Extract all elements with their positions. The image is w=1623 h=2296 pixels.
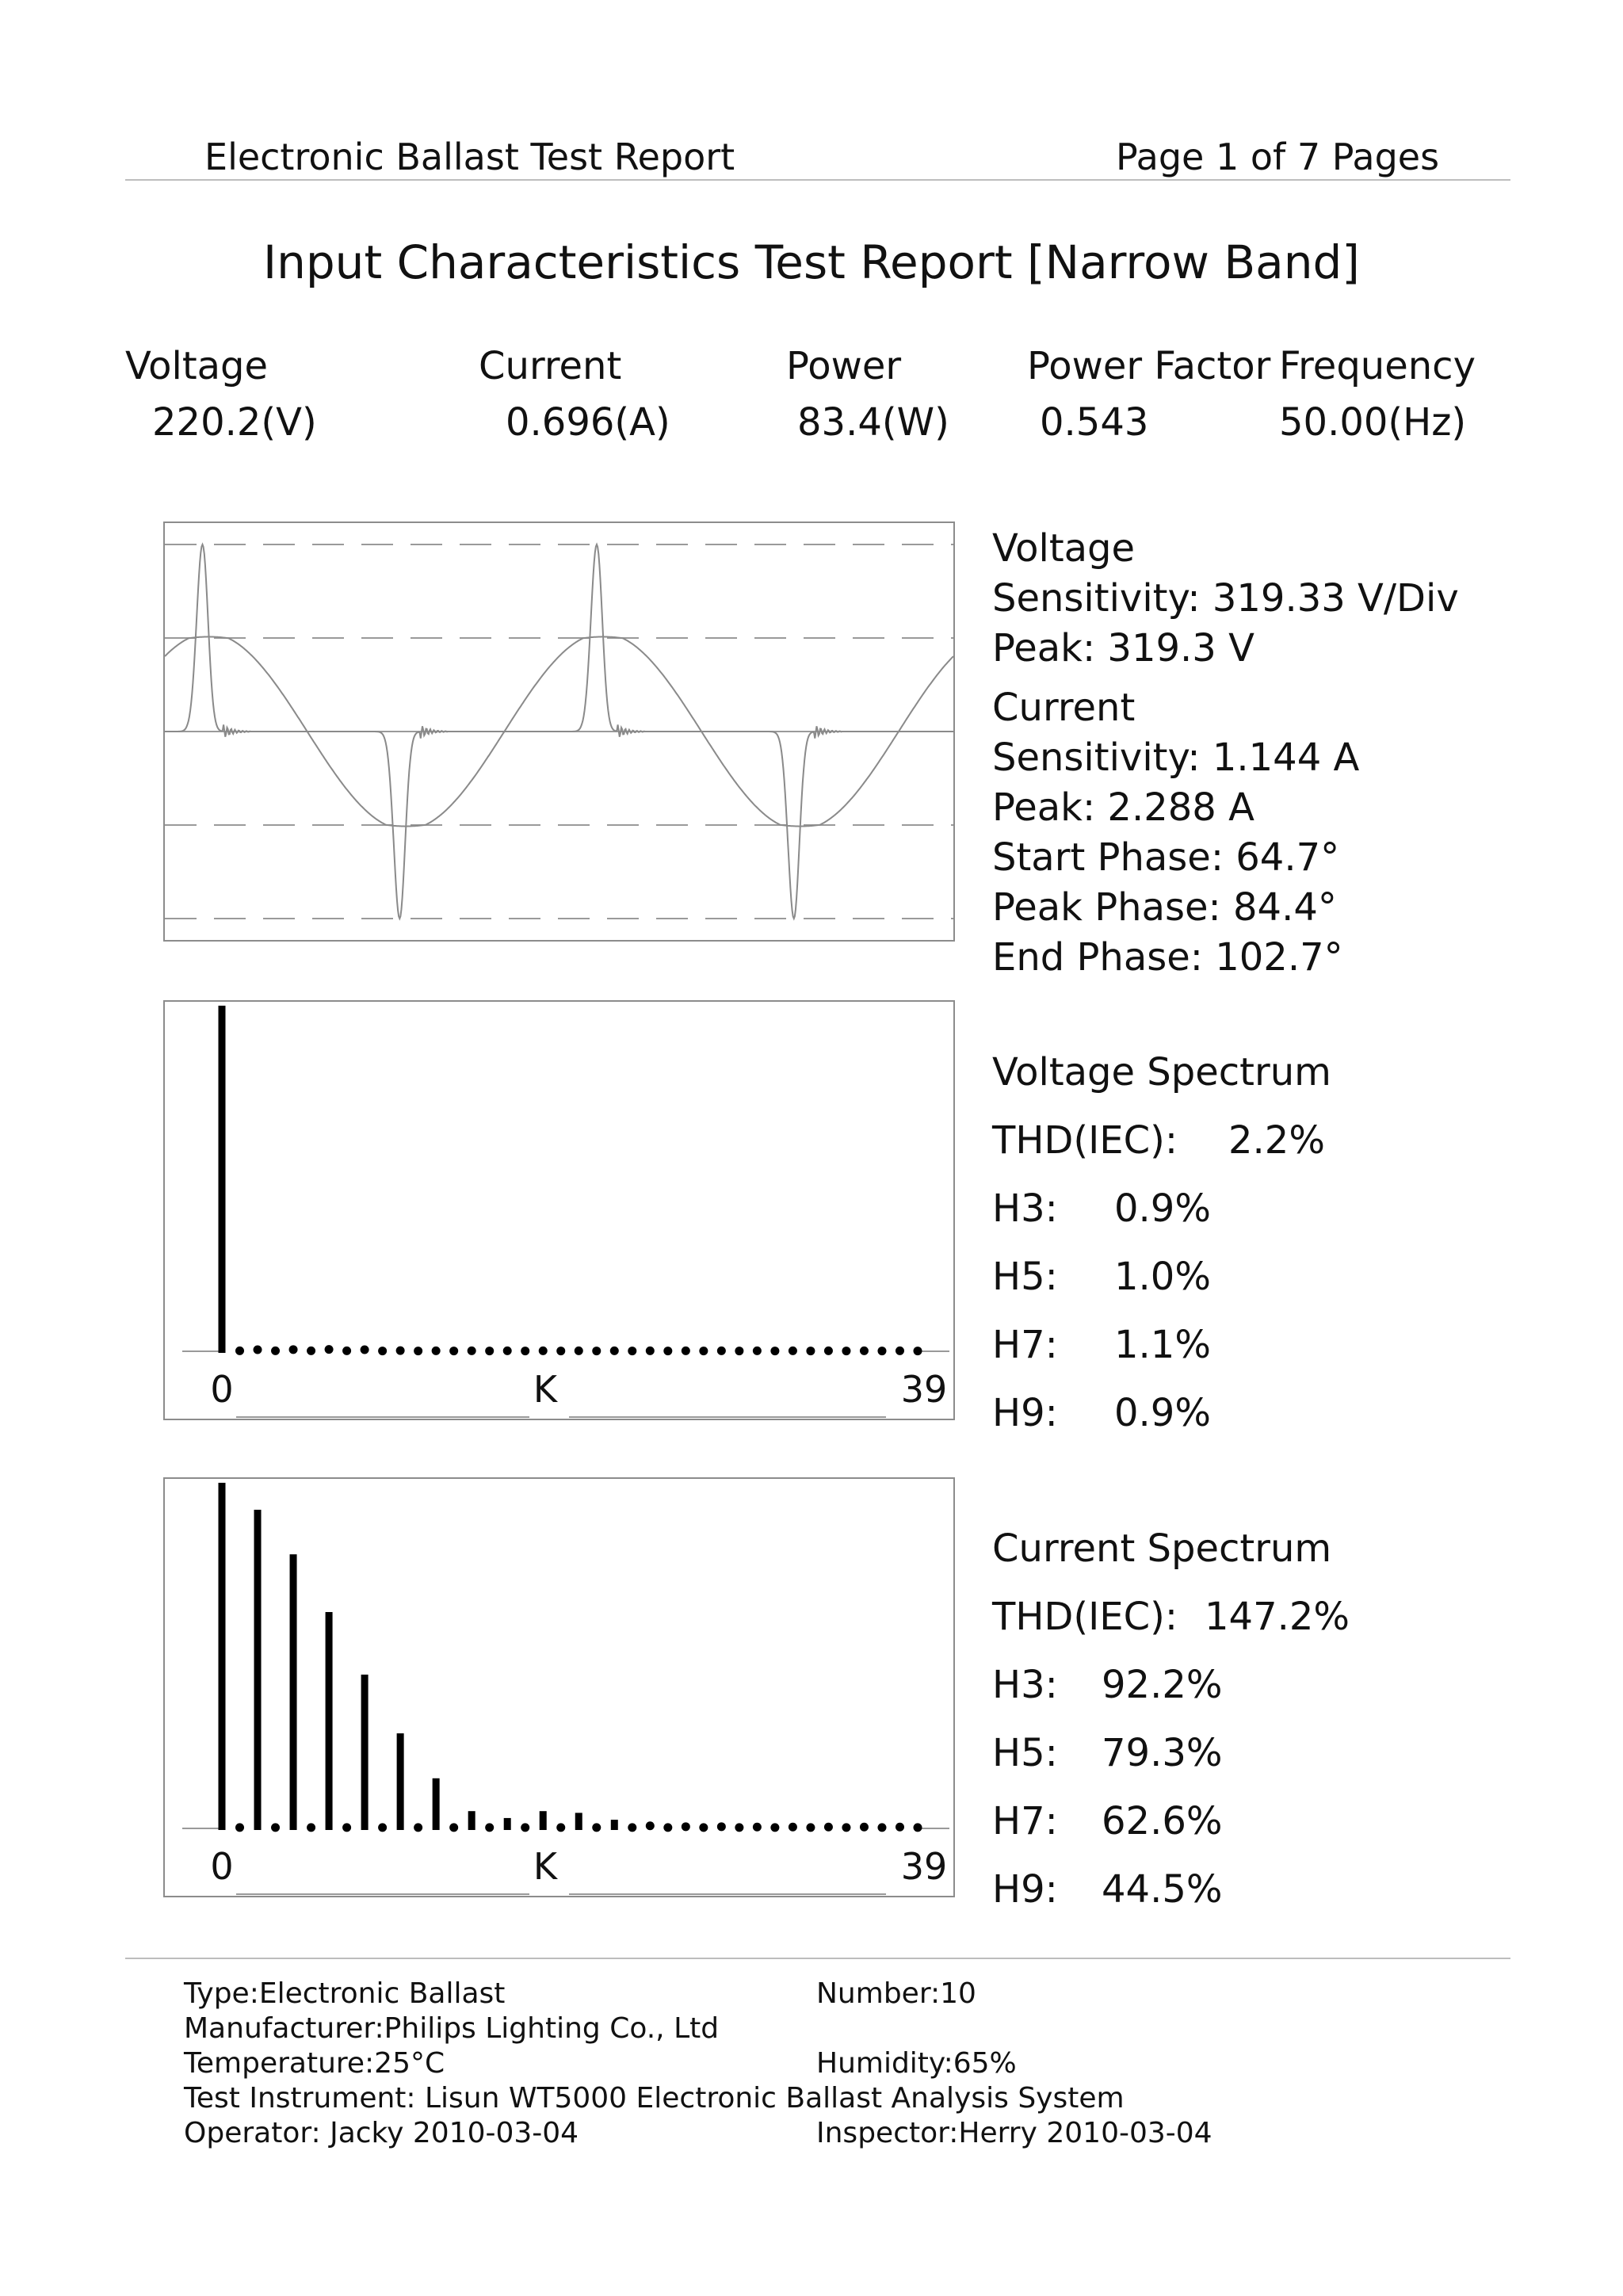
peak-phase: Peak Phase: 84.4° <box>992 885 1337 930</box>
footer-inspector: Inspector:Herry 2010-03-04 <box>816 2117 1212 2149</box>
measurement-label-voltage: Voltage <box>125 344 269 388</box>
current-spectrum-bar <box>342 1823 351 1832</box>
voltage-spectrum-chart <box>163 1000 955 1420</box>
voltage-spectrum-bar <box>521 1347 529 1355</box>
current-peak: Peak: 2.288 A <box>992 785 1254 830</box>
current-h3-label: H3: <box>992 1663 1058 1707</box>
voltage-spectrum-bar <box>414 1347 422 1355</box>
voltage-spectrum-bar <box>896 1347 904 1355</box>
measurement-value-frequency: 50.00(Hz) <box>1279 400 1467 445</box>
current-sensitivity: Sensitivity: 1.144 A <box>992 735 1360 780</box>
voltage-spectrum-tick-label: 39 <box>900 1368 948 1411</box>
voltage-spectrum-bar <box>842 1347 850 1355</box>
voltage-spectrum-bar <box>361 1346 369 1354</box>
current-spectrum-plot <box>165 1479 953 1896</box>
voltage-spectrum-bar <box>396 1347 405 1355</box>
current-thd-label: THD(IEC): <box>992 1595 1178 1639</box>
voltage-spectrum-bar <box>378 1347 387 1355</box>
voltage-spectrum-bar <box>325 1345 334 1354</box>
current-spectrum-bar <box>521 1823 529 1832</box>
voltage-spectrum-bar <box>628 1347 636 1355</box>
voltage-spectrum-bar <box>556 1347 565 1355</box>
page-title: Input Characteristics Test Report [Narrow Band] <box>263 235 1360 289</box>
current-spectrum-tick-label: 0 <box>210 1845 234 1888</box>
voltage-spectrum-bar <box>342 1347 351 1355</box>
voltage-spectrum-bar <box>753 1347 762 1355</box>
measurement-label-power-factor: Power Factor <box>1027 344 1271 388</box>
voltage-spectrum-bar <box>432 1347 441 1355</box>
voltage-sensitivity: Sensitivity: 319.33 V/Div <box>992 576 1459 621</box>
current-spectrum-bar <box>540 1811 547 1830</box>
current-h5-label: H5: <box>992 1731 1058 1775</box>
current-spectrum-bar <box>735 1823 743 1832</box>
current-spectrum-bar <box>896 1823 904 1832</box>
current-spectrum-bar <box>806 1823 815 1832</box>
voltage-spectrum-bar <box>646 1347 655 1355</box>
voltage-h7-label: H7: <box>992 1323 1058 1367</box>
measurement-value-power: 83.4(W) <box>797 400 949 445</box>
current-spectrum-bar <box>842 1823 850 1832</box>
footer-number: Number:10 <box>816 1977 976 2010</box>
page-info: Page 1 of 7 Pages <box>1116 136 1440 178</box>
voltage-peak: Peak: 319.3 V <box>992 626 1254 670</box>
voltage-thd-value: 2.2% <box>1228 1118 1325 1163</box>
current-spectrum-bar <box>504 1818 511 1830</box>
current-h3-value: 92.2% <box>1102 1663 1223 1707</box>
current-spectrum-bar <box>663 1823 672 1832</box>
current-h9-label: H9: <box>992 1867 1058 1912</box>
current-spectrum-bar <box>611 1820 618 1830</box>
current-spectrum-bar <box>556 1823 565 1832</box>
current-spectrum-bar <box>433 1778 440 1830</box>
voltage-spectrum-bar <box>592 1347 601 1355</box>
voltage-thd-label: THD(IEC): <box>992 1118 1178 1163</box>
current-spectrum-bar <box>753 1823 762 1832</box>
voltage-spectrum-bar <box>575 1347 583 1355</box>
voltage-h7-value: 1.1% <box>1114 1323 1211 1367</box>
current-h7-value: 62.6% <box>1102 1799 1223 1843</box>
current-spectrum-bar <box>361 1675 369 1830</box>
current-spectrum-bar <box>770 1823 779 1832</box>
current-spectrum-bar <box>378 1823 387 1832</box>
voltage-spectrum-bar <box>877 1347 886 1355</box>
voltage-spectrum-plot <box>165 1002 953 1419</box>
voltage-spectrum-bar <box>219 1006 226 1353</box>
current-h7-label: H7: <box>992 1799 1058 1843</box>
footer-instrument: Test Instrument: Lisun WT5000 Electronic Ballast Analysis System <box>184 2082 1125 2115</box>
voltage-spectrum-bar <box>914 1347 922 1355</box>
current-spectrum-bar <box>326 1612 333 1830</box>
current-thd-value: 147.2% <box>1205 1595 1350 1639</box>
current-spectrum-bar <box>235 1823 244 1832</box>
current-spectrum-bar <box>717 1822 726 1831</box>
current-waveform <box>165 544 953 919</box>
voltage-spectrum-bar <box>539 1347 548 1355</box>
measurement-value-voltage: 220.2(V) <box>152 400 317 445</box>
current-spectrum-bar <box>682 1822 690 1831</box>
current-spectrum-bar <box>307 1823 315 1832</box>
voltage-spectrum-bar <box>770 1347 779 1355</box>
current-spectrum-bar <box>468 1811 475 1830</box>
footer-operator: Operator: Jacky 2010-03-04 <box>184 2117 579 2149</box>
voltage-spectrum-bar <box>289 1345 298 1354</box>
footer-temperature: Temperature:25°C <box>184 2047 445 2080</box>
voltage-spectrum-bar <box>789 1347 797 1355</box>
waveform-plot <box>165 523 953 940</box>
measurement-label-frequency: Frequency <box>1279 344 1476 388</box>
current-spectrum-bar <box>628 1823 636 1832</box>
voltage-spectrum-bar <box>663 1347 672 1355</box>
measurement-label-power: Power <box>786 344 902 388</box>
voltage-h5-value: 1.0% <box>1114 1255 1211 1299</box>
voltage-spectrum-bar <box>735 1347 743 1355</box>
voltage-spectrum-bar <box>235 1347 244 1355</box>
voltage-spectrum-bar <box>307 1347 315 1355</box>
current-spectrum-bar <box>646 1821 655 1830</box>
current-spectrum-bar <box>789 1823 797 1832</box>
voltage-spectrum-bar <box>806 1347 815 1355</box>
footer-divider <box>125 1958 1510 1959</box>
voltage-h3-value: 0.9% <box>1114 1186 1211 1231</box>
current-spectrum-bar <box>575 1813 582 1830</box>
voltage-spectrum-bar <box>503 1347 512 1355</box>
report-name: Electronic Ballast Test Report <box>204 136 735 178</box>
current-spectrum-bar <box>914 1823 922 1832</box>
footer-humidity: Humidity:65% <box>816 2047 1017 2080</box>
header-divider <box>125 179 1510 181</box>
voltage-h9-label: H9: <box>992 1391 1058 1435</box>
current-spectrum-tick-label: 39 <box>900 1845 948 1888</box>
voltage-spectrum-bar <box>254 1346 262 1354</box>
current-spectrum-bar <box>860 1823 869 1832</box>
current-h9-value: 44.5% <box>1102 1867 1223 1912</box>
voltage-spectrum-bar <box>468 1347 476 1355</box>
current-spectrum-bar <box>219 1483 226 1830</box>
current-spectrum-bar <box>449 1823 458 1832</box>
voltage-spectrum-bar <box>485 1347 494 1355</box>
current-h5-value: 79.3% <box>1102 1731 1223 1775</box>
start-phase: Start Phase: 64.7° <box>992 835 1340 880</box>
voltage-spectrum-tick-label: K <box>533 1368 558 1411</box>
voltage-spectrum-bar <box>717 1347 726 1355</box>
current-spectrum-bar <box>699 1823 708 1832</box>
current-spectrum-bar <box>592 1823 601 1832</box>
voltage-spectrum-bar <box>449 1347 458 1355</box>
measurement-value-current: 0.696(A) <box>506 400 670 445</box>
footer-manufacturer: Manufacturer:Philips Lighting Co., Ltd <box>184 2012 720 2045</box>
voltage-spectrum-bar <box>824 1347 833 1355</box>
footer-type: Type:Electronic Ballast <box>184 1977 506 2010</box>
voltage-spectrum-tick-label: 0 <box>210 1368 234 1411</box>
voltage-h5-label: H5: <box>992 1255 1058 1299</box>
current-spectrum-bar <box>397 1733 404 1830</box>
voltage-spectrum-bar <box>610 1347 619 1355</box>
current-spectrum-tick-label: K <box>533 1845 558 1888</box>
current-spectrum-bar <box>824 1823 833 1832</box>
voltage-spectrum-bar <box>860 1347 869 1355</box>
voltage-spectrum-bar <box>699 1347 708 1355</box>
voltage-spectrum-bar <box>271 1347 280 1355</box>
measurement-label-current: Current <box>479 344 622 388</box>
current-spectrum-chart <box>163 1477 955 1897</box>
waveform-chart <box>163 521 955 942</box>
current-spectrum-bar <box>271 1823 280 1832</box>
current-spectrum-bar <box>254 1510 262 1830</box>
end-phase: End Phase: 102.7° <box>992 935 1343 980</box>
current-spectrum-bar <box>877 1823 886 1832</box>
current-spectrum-bar <box>414 1823 422 1832</box>
voltage-heading: Voltage <box>992 526 1136 571</box>
current-heading: Current <box>992 686 1136 730</box>
voltage-spectrum-heading: Voltage Spectrum <box>992 1050 1331 1095</box>
measurement-value-power-factor: 0.543 <box>1040 400 1149 445</box>
current-spectrum-bar <box>485 1823 494 1832</box>
voltage-spectrum-bar <box>682 1347 690 1355</box>
current-spectrum-bar <box>290 1554 297 1830</box>
current-spectrum-heading: Current Spectrum <box>992 1526 1332 1571</box>
voltage-h3-label: H3: <box>992 1186 1058 1231</box>
voltage-h9-value: 0.9% <box>1114 1391 1211 1435</box>
